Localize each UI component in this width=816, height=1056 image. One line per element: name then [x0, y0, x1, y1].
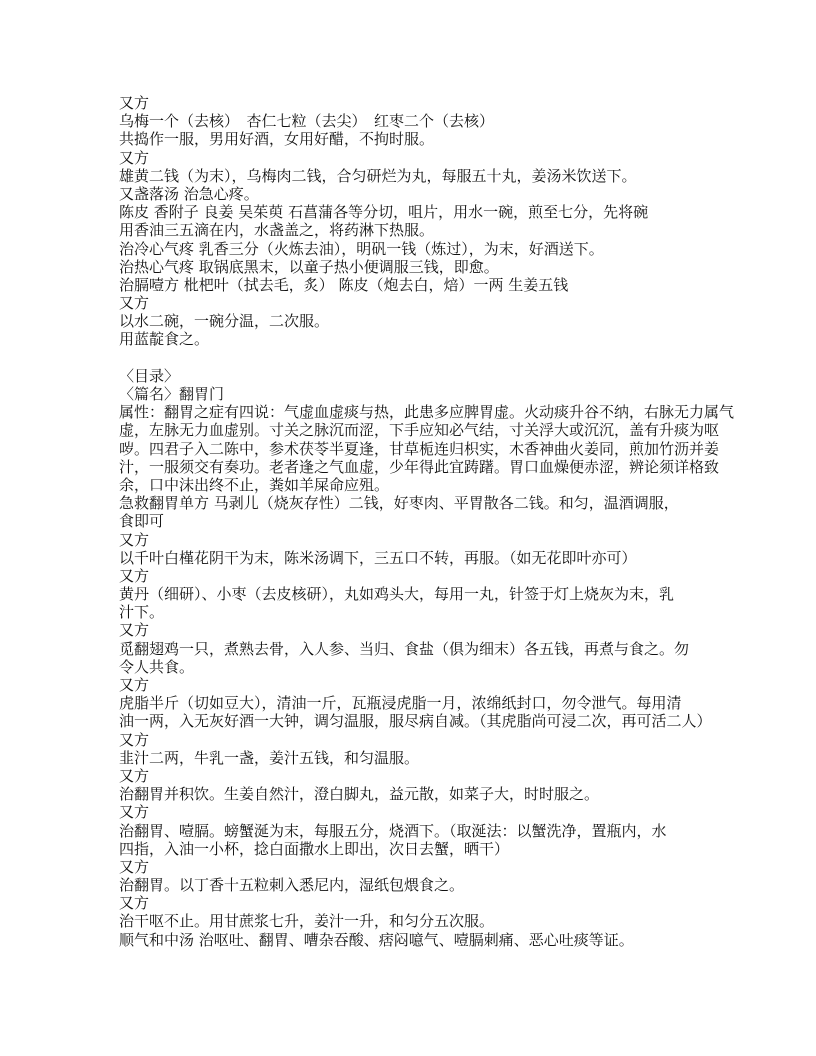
text-line: 食即可: [119, 512, 165, 531]
text-line: 黄丹（细研）、小枣（去皮核研），丸如鸡头大，每用一丸，针签于灯上烧灰为末，乳: [119, 585, 675, 604]
text-line: 又方: [119, 566, 150, 585]
text-line: 又方: [119, 94, 150, 112]
text-line: 用香油三五滴在内，水盏盖之，将药淋下热服。: [119, 221, 435, 240]
text-line: 又方: [119, 857, 150, 876]
document-page: [119, 94, 735, 949]
text-line: 油一两，入无灰好酒一大钟，调匀温服，服尽病自减。（其虎脂尚可浸二次，再可活二人）: [119, 712, 712, 731]
text-line: 又方: [119, 676, 150, 694]
blank-line: [119, 349, 719, 367]
text-line: 汁，一服须交有奏功。老者逢之气血虚，少年得此宜踌躇。胃口血燥便赤涩，辨论须详格致: [119, 457, 720, 476]
text-line: 治干呕不止。用甘蔗浆七升，姜汁一升，和匀分五次服。: [119, 912, 495, 931]
text-line: 又盏落汤 治急心疼。: [119, 184, 259, 203]
text-line: 陈皮 香附子 良姜 吴茱萸 石菖蒲各等分切，咀片，用水一碗，煎至七分，先将碗: [119, 203, 649, 222]
text-line: 又方: [119, 894, 150, 913]
text-line: 治翻胃并积饮。生姜自然汁，澄白脚丸，益元散，如菜子大，时时服之。: [119, 785, 600, 804]
text-line: 治冷心气疼 乳香三分（火炼去油），明矾一钱（炼过），为末，好酒送下。: [119, 239, 604, 258]
text-line: 治热心气疼 取锅底黑末，以童子热小便调服三钱，即愈。: [119, 257, 499, 276]
text-line: 乌梅一个（去核） 杏仁七粒（去尖） 红枣二个（去核）: [119, 112, 495, 131]
text-line: 以水二碗，一碗分温，二次服。: [119, 312, 330, 331]
text-line: 又方: [119, 766, 150, 785]
text-line: 又方: [119, 530, 150, 549]
text-line: 四指，入油一小杯，捻白面撒水上即出，次日去蟹，晒干）: [119, 839, 510, 858]
text-line: 又方: [119, 294, 150, 313]
text-line: 用蓝靛食之。: [119, 330, 210, 349]
text-line: 韭汁二两，牛乳一盏，姜汁五钱，和匀温服。: [119, 748, 420, 767]
text-line: 〈目录〉: [119, 366, 180, 385]
text-line: 虚，左脉无力血虚别。寸关之脉沉而涩，下手应知必气结，寸关浮大或沉沉，盖有升痰为呕: [119, 421, 720, 440]
text-line: 又方: [119, 803, 150, 822]
text-line: 治翻胃、噎膈。螃蟹涎为末，每服五分，烧酒下。（取涎法：以蟹洗净，置瓶内，水: [119, 821, 667, 840]
text-line: 令人共食。: [119, 657, 195, 676]
text-line: 共捣作一服，男用好酒，女用好醋，不拘时服。: [119, 130, 435, 149]
text-line: 虎脂半斤（切如豆大），清油一斤，瓦瓶浸虎脂一月，浓绵纸封口，勿令泄气。每用清: [119, 694, 682, 713]
text-line: 又方: [119, 730, 150, 749]
text-line: 治翻胃。以丁香十五粒刺入悉尼内，湿纸包煨食之。: [119, 876, 465, 895]
text-line: 余，口中沫出终不止，粪如羊屎命应殂。: [119, 475, 390, 494]
text-line: 觅翻翅鸡一只，煮熟去骨，入人参、当归、食盐（俱为细末）各五钱，再煮与食之。勿: [119, 639, 690, 658]
text-line: 哕。四君子入二陈中，参术茯苓半夏逢，甘草栀连归枳实，木香神曲火姜同，煎加竹沥并姜: [119, 439, 720, 458]
text-line: 又方: [119, 621, 150, 640]
text-line: 汁下。: [119, 603, 165, 622]
text-line: 治膈噎方 枇杷叶（拭去毛，炙） 陈皮（炮去白，焙）一两 生姜五钱: [119, 275, 569, 294]
text-line: 〈篇名〉翻胃门: [119, 385, 225, 403]
text-line: 急救翻胃单方 马剥儿（烧灰存性）二钱，好枣肉、平胃散各二钱。和匀，温酒调服，: [119, 494, 679, 513]
text-line: 又方: [119, 148, 150, 167]
text-line: 雄黄二钱（为末），乌梅肉二钱，合匀研烂为丸，每服五十丸，姜汤米饮送下。: [119, 166, 637, 185]
text-line: 以千叶白槿花阴干为末，陈米汤调下，三五口不转，再服。（如无花即叶亦可）: [119, 548, 637, 567]
text-line: 顺气和中汤 治呕吐、翻胃、嘈杂吞酸、痞闷噫气、噎膈刺痛、恶心吐痰等证。: [119, 930, 634, 949]
text-line: 属性：翻胃之症有四说：气虚血虚痰与热，此患多应脾胃虚。火动痰升谷不纳，右脉无力属气: [119, 403, 735, 422]
